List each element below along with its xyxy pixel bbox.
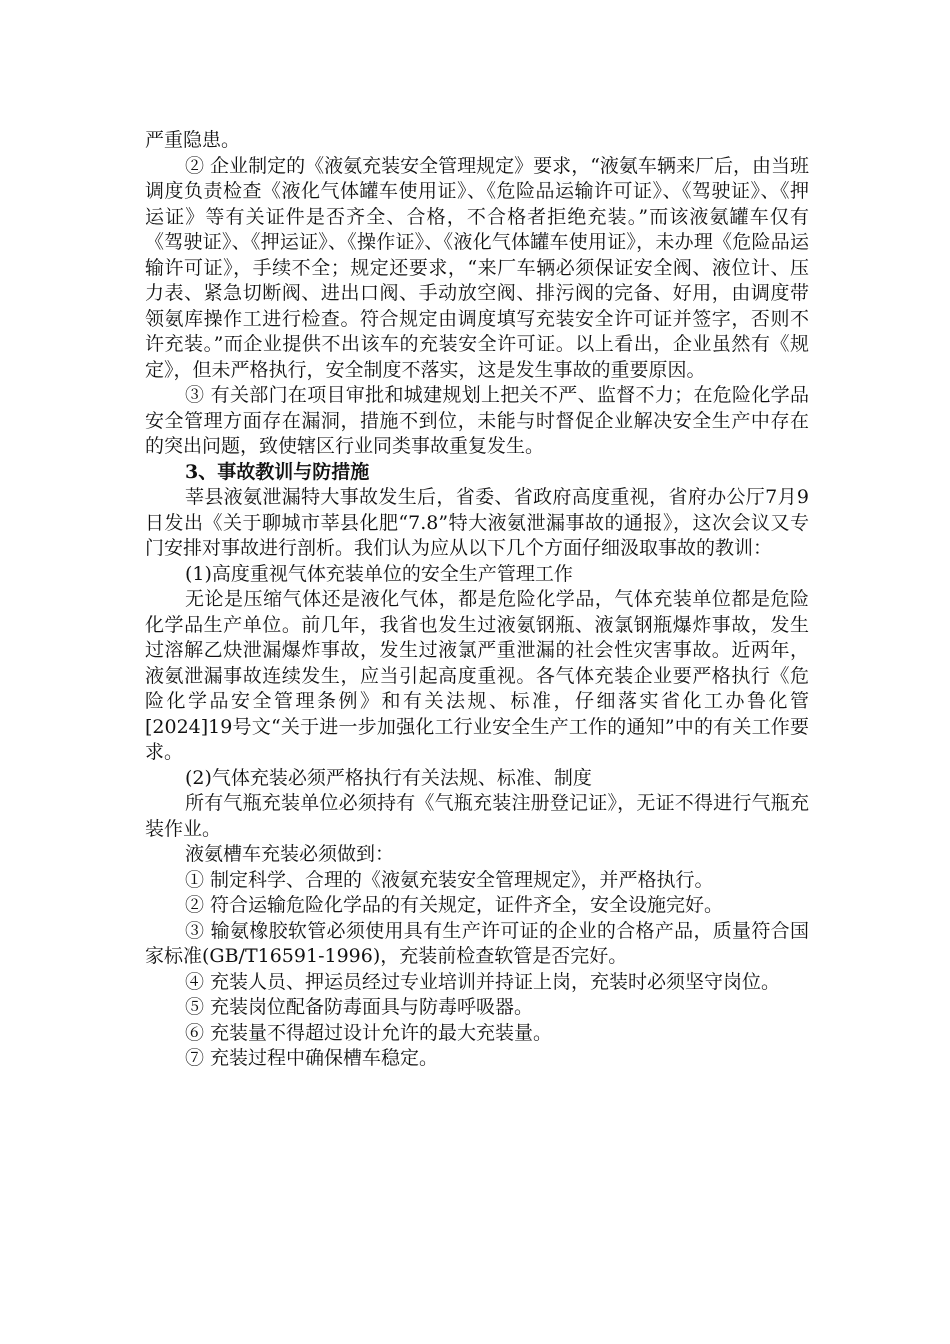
subheading-2: (2)气体充装必须严格执行有关法规、标准、制度 bbox=[185, 766, 592, 789]
list-item-4: ④ 充装人员、押运员经过专业培训并持证上岗，充装时必须坚守岗位。 bbox=[185, 970, 781, 993]
paragraph-3: ③ 有关部门在项目审批和城建规划上把关不严、监督不力；在危险化学品安全管理方面存在漏洞，措施不到位，未能与时督促企业解决安全生产中存在的突出问题，致使辖区行业同类事故重复发生。 bbox=[145, 384, 809, 457]
list-item-5: ⑤ 充装岗位配备防毒面具与防毒呼吸器。 bbox=[185, 996, 534, 1018]
list-item-1: ① 制定科学、合理的《液氨充装安全管理规定》，并严格执行。 bbox=[185, 868, 714, 891]
list-item-7: ⑦ 充装过程中确保槽车稳定。 bbox=[185, 1047, 439, 1069]
paragraph-1: 严重隐患。 bbox=[145, 129, 241, 151]
paragraph-7: 无论是压缩气体还是液化气体，都是危险化学品，气体充装单位都是危险化学品生产单位。前几年，我省也发生过液氨钢瓶、液氯钢瓶爆炸事故，发生过溶解乙炔泄漏爆炸事故，发生过液氯严重泄漏的社会性灾害事故。近两年，液氨泄漏事故连续发生，应当引起高度重视。各气体充装企业要严格执行《危险化学品安全管理条例》和有关法规、标准，仔细落实省化工办鲁化管[2024]19号文“关于进一步加强化工行业安全生产工作的通知”中的有关工作要求。 bbox=[145, 588, 809, 763]
list-item-2: ② 符合运输危险化学品的有关规定，证件齐全，安全设施完好。 bbox=[185, 894, 724, 916]
paragraph-2: ② 企业制定的《液氨充装安全管理规定》要求，“液氨车辆来厂后，由当班调度负责检查《液化气体罐车使用证》、《危险品运输许可证》、《驾驶证》、《押运证》等有关证件是否齐全、合格，不合格者拒绝充装。”而该液氨罐车仅有《驾驶证》、《押运证》、《操作证》、《液化气体罐车使用证》，未办理《危险品运输许可证》，手续不全；规定还要求，“来厂车辆必须保证安全阀、液位计、压力表、紧急切断阀、进出口阀、手动放空阀、排污阀的完备、好用，由调度带领氨库操作工进行检查。符合规定由调度填写充装安全许可证并签字，否则不许充装。”而企业提供不出该车的充装安全许可证。以上看出，企业虽然有《规定》，但未严格执行，安全制度不落实，这是发生事故的重要原因。 bbox=[145, 154, 809, 381]
section-heading: 3、事故教训与防措施 bbox=[185, 460, 370, 483]
paragraph-5: 莘县液氨泄漏特大事故发生后，省委、省政府高度重视，省府办公厅7月9日发出《关于聊城市莘县化肥“7.8”特大液氨泄漏事故的通报》，这次会议又专门安排对事故进行剖析。我们认为应从以下几个方面仔细汲取事故的教训： bbox=[145, 486, 809, 559]
paragraph-9: 所有气瓶充装单位必须持有《气瓶充装注册登记证》，无证不得进行气瓶充装作业。 bbox=[145, 792, 809, 840]
list-item-6: ⑥ 充装量不得超过设计允许的最大充装量。 bbox=[185, 1021, 553, 1044]
document-body bbox=[145, 128, 809, 1072]
list-item-3: ③ 输氨橡胶软管必须使用具有生产许可证的企业的合格产品，质量符合国家标准(GB/T16591-1996)，充装前检查软管是否完好。 bbox=[145, 919, 809, 967]
subheading-1: (1)高度重视气体充装单位的安全生产管理工作 bbox=[185, 562, 573, 585]
paragraph-10: 液氨槽车充装必须做到： bbox=[185, 843, 395, 865]
